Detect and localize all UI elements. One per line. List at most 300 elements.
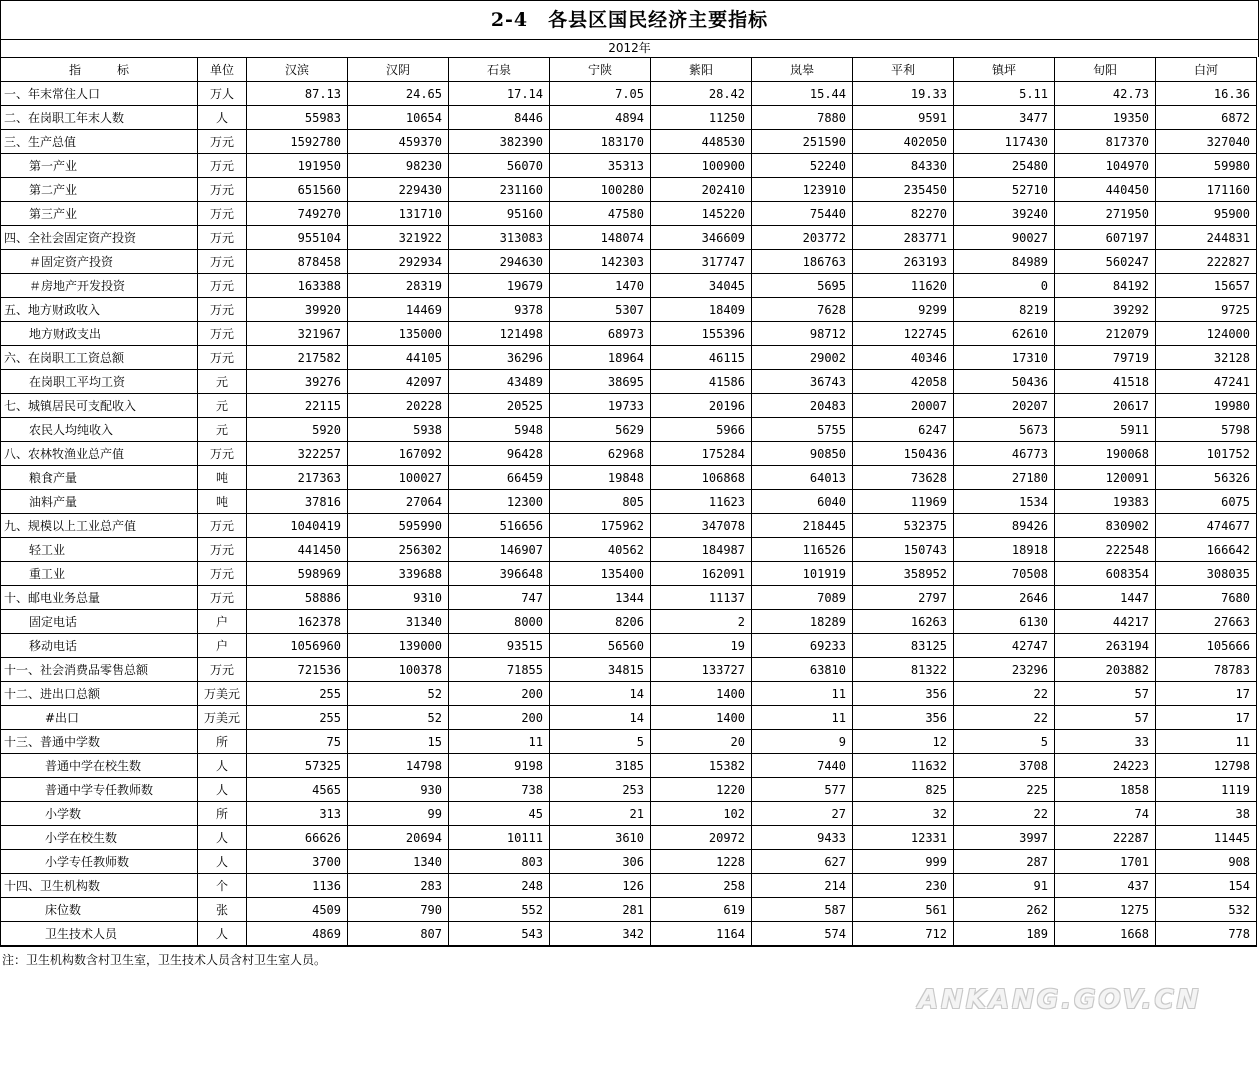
value-cell: 6075 bbox=[1156, 490, 1257, 514]
value-cell: 402050 bbox=[853, 130, 954, 154]
value-cell: 135000 bbox=[348, 322, 449, 346]
value-cell: 15657 bbox=[1156, 274, 1257, 298]
row-unit: 个 bbox=[198, 874, 247, 898]
value-cell: 878458 bbox=[247, 250, 348, 274]
table-row bbox=[1, 250, 1257, 274]
value-cell: 322257 bbox=[247, 442, 348, 466]
value-cell: 459370 bbox=[348, 130, 449, 154]
value-cell: 22 bbox=[954, 706, 1055, 730]
value-cell: 292934 bbox=[348, 250, 449, 274]
value-cell: 11250 bbox=[651, 106, 752, 130]
row-unit: 万元 bbox=[198, 178, 247, 202]
value-cell: 20972 bbox=[651, 826, 752, 850]
value-cell: 271950 bbox=[1055, 202, 1156, 226]
value-cell: 35313 bbox=[550, 154, 651, 178]
value-cell: 117430 bbox=[954, 130, 1055, 154]
value-cell: 162091 bbox=[651, 562, 752, 586]
value-cell: 12 bbox=[853, 730, 954, 754]
value-cell: 5911 bbox=[1055, 418, 1156, 442]
value-cell: 71855 bbox=[449, 658, 550, 682]
value-cell: 3997 bbox=[954, 826, 1055, 850]
value-cell: 1164 bbox=[651, 922, 752, 947]
value-cell: 1220 bbox=[651, 778, 752, 802]
value-cell: 3700 bbox=[247, 850, 348, 874]
value-cell: 577 bbox=[752, 778, 853, 802]
value-cell: 42097 bbox=[348, 370, 449, 394]
value-cell: 651560 bbox=[247, 178, 348, 202]
value-cell: 56326 bbox=[1156, 466, 1257, 490]
value-cell: 22 bbox=[954, 682, 1055, 706]
value-cell: 214 bbox=[752, 874, 853, 898]
row-label: 卫生技术人员 bbox=[1, 922, 198, 947]
row-unit: 万元 bbox=[198, 154, 247, 178]
value-cell: 595990 bbox=[348, 514, 449, 538]
value-cell: 57 bbox=[1055, 706, 1156, 730]
value-cell: 805 bbox=[550, 490, 651, 514]
value-cell: 619 bbox=[651, 898, 752, 922]
value-cell: 6247 bbox=[853, 418, 954, 442]
value-cell: 908 bbox=[1156, 850, 1257, 874]
value-cell: 448530 bbox=[651, 130, 752, 154]
row-label: 普通中学在校生数 bbox=[1, 754, 198, 778]
value-cell: 1447 bbox=[1055, 586, 1156, 610]
value-cell: 255 bbox=[247, 706, 348, 730]
value-cell: 98712 bbox=[752, 322, 853, 346]
table-row bbox=[1, 418, 1257, 442]
value-cell: 308035 bbox=[1156, 562, 1257, 586]
value-cell: 73628 bbox=[853, 466, 954, 490]
value-cell: 248 bbox=[449, 874, 550, 898]
value-cell: 120091 bbox=[1055, 466, 1156, 490]
value-cell: 281 bbox=[550, 898, 651, 922]
value-cell: 441450 bbox=[247, 538, 348, 562]
table-row bbox=[1, 538, 1257, 562]
row-unit: 万元 bbox=[198, 442, 247, 466]
value-cell: 82270 bbox=[853, 202, 954, 226]
row-unit: 人 bbox=[198, 850, 247, 874]
value-cell: 10111 bbox=[449, 826, 550, 850]
value-cell: 27 bbox=[752, 802, 853, 826]
value-cell: 44105 bbox=[348, 346, 449, 370]
value-cell: 124000 bbox=[1156, 322, 1257, 346]
row-unit: 户 bbox=[198, 634, 247, 658]
value-cell: 24.65 bbox=[348, 82, 449, 106]
value-cell: 69233 bbox=[752, 634, 853, 658]
value-cell: 203882 bbox=[1055, 658, 1156, 682]
value-cell: 45 bbox=[449, 802, 550, 826]
value-cell: 29002 bbox=[752, 346, 853, 370]
value-cell: 8446 bbox=[449, 106, 550, 130]
value-cell: 11969 bbox=[853, 490, 954, 514]
value-cell: 42058 bbox=[853, 370, 954, 394]
header-county: 白河 bbox=[1156, 58, 1257, 82]
value-cell: 11620 bbox=[853, 274, 954, 298]
value-cell: 5629 bbox=[550, 418, 651, 442]
value-cell: 5948 bbox=[449, 418, 550, 442]
value-cell: 131710 bbox=[348, 202, 449, 226]
value-cell: 3708 bbox=[954, 754, 1055, 778]
value-cell: 5695 bbox=[752, 274, 853, 298]
row-label: 第二产业 bbox=[1, 178, 198, 202]
value-cell: 287 bbox=[954, 850, 1055, 874]
value-cell: 41586 bbox=[651, 370, 752, 394]
row-label: 十一、社会消费品零售总额 bbox=[1, 658, 198, 682]
value-cell: 56560 bbox=[550, 634, 651, 658]
value-cell: 15 bbox=[348, 730, 449, 754]
value-cell: 19383 bbox=[1055, 490, 1156, 514]
table-row bbox=[1, 610, 1257, 634]
value-cell: 47241 bbox=[1156, 370, 1257, 394]
value-cell: 229430 bbox=[348, 178, 449, 202]
row-unit: 吨 bbox=[198, 466, 247, 490]
value-cell: 18918 bbox=[954, 538, 1055, 562]
value-cell: 235450 bbox=[853, 178, 954, 202]
value-cell: 4565 bbox=[247, 778, 348, 802]
row-unit: 万元 bbox=[198, 130, 247, 154]
table-row bbox=[1, 514, 1257, 538]
value-cell: 22 bbox=[954, 802, 1055, 826]
value-cell: 40346 bbox=[853, 346, 954, 370]
row-unit: 万元 bbox=[198, 226, 247, 250]
value-cell: 74 bbox=[1055, 802, 1156, 826]
row-unit: 万人 bbox=[198, 82, 247, 106]
value-cell: 532 bbox=[1156, 898, 1257, 922]
value-cell: 356 bbox=[853, 706, 954, 730]
value-cell: 17.14 bbox=[449, 82, 550, 106]
value-cell: 27663 bbox=[1156, 610, 1257, 634]
value-cell: 123910 bbox=[752, 178, 853, 202]
row-label: 九、规模以上工业总产值 bbox=[1, 514, 198, 538]
value-cell: 516656 bbox=[449, 514, 550, 538]
header-county: 岚皋 bbox=[752, 58, 853, 82]
row-unit: 人 bbox=[198, 778, 247, 802]
value-cell: 5798 bbox=[1156, 418, 1257, 442]
value-cell: 12300 bbox=[449, 490, 550, 514]
row-unit: 万元 bbox=[198, 538, 247, 562]
value-cell: 39240 bbox=[954, 202, 1055, 226]
value-cell: 313 bbox=[247, 802, 348, 826]
value-cell: 807 bbox=[348, 922, 449, 947]
value-cell: 217363 bbox=[247, 466, 348, 490]
value-cell: 66626 bbox=[247, 826, 348, 850]
value-cell: 18964 bbox=[550, 346, 651, 370]
footnote: 注：卫生机构数含村卫生室，卫生技术人员含村卫生室人员。 bbox=[2, 953, 327, 967]
header-county: 平利 bbox=[853, 58, 954, 82]
row-unit: 万元 bbox=[198, 346, 247, 370]
value-cell: 32 bbox=[853, 802, 954, 826]
value-cell: 5.11 bbox=[954, 82, 1055, 106]
value-cell: 231160 bbox=[449, 178, 550, 202]
value-cell: 52 bbox=[348, 706, 449, 730]
value-cell: 105666 bbox=[1156, 634, 1257, 658]
value-cell: 50436 bbox=[954, 370, 1055, 394]
year-label: 2012年 bbox=[0, 39, 1259, 57]
value-cell: 20617 bbox=[1055, 394, 1156, 418]
table-row bbox=[1, 130, 1257, 154]
value-cell: 7089 bbox=[752, 586, 853, 610]
row-unit: 人 bbox=[198, 922, 247, 947]
value-cell: 18289 bbox=[752, 610, 853, 634]
value-cell: 347078 bbox=[651, 514, 752, 538]
value-cell: 327040 bbox=[1156, 130, 1257, 154]
value-cell: 5966 bbox=[651, 418, 752, 442]
value-cell: 79719 bbox=[1055, 346, 1156, 370]
value-cell: 5755 bbox=[752, 418, 853, 442]
table-row bbox=[1, 562, 1257, 586]
value-cell: 175962 bbox=[550, 514, 651, 538]
value-cell: 2 bbox=[651, 610, 752, 634]
value-cell: 9378 bbox=[449, 298, 550, 322]
value-cell: 255 bbox=[247, 682, 348, 706]
value-cell: 96428 bbox=[449, 442, 550, 466]
value-cell: 38 bbox=[1156, 802, 1257, 826]
value-cell: 9299 bbox=[853, 298, 954, 322]
value-cell: 84989 bbox=[954, 250, 1055, 274]
value-cell: 17 bbox=[1156, 682, 1257, 706]
row-unit: 万元 bbox=[198, 562, 247, 586]
value-cell: 84330 bbox=[853, 154, 954, 178]
row-unit: 万元 bbox=[198, 298, 247, 322]
value-cell: 1119 bbox=[1156, 778, 1257, 802]
value-cell: 17310 bbox=[954, 346, 1055, 370]
value-cell: 532375 bbox=[853, 514, 954, 538]
header-county: 镇坪 bbox=[954, 58, 1055, 82]
table-row bbox=[1, 202, 1257, 226]
value-cell: 162378 bbox=[247, 610, 348, 634]
value-cell: 738 bbox=[449, 778, 550, 802]
value-cell: 150436 bbox=[853, 442, 954, 466]
value-cell: 1534 bbox=[954, 490, 1055, 514]
value-cell: 7880 bbox=[752, 106, 853, 130]
value-cell: 14 bbox=[550, 706, 651, 730]
value-cell: 46773 bbox=[954, 442, 1055, 466]
row-label: 小学数 bbox=[1, 802, 198, 826]
value-cell: 21 bbox=[550, 802, 651, 826]
value-cell: 20694 bbox=[348, 826, 449, 850]
value-cell: 11137 bbox=[651, 586, 752, 610]
row-label: 第一产业 bbox=[1, 154, 198, 178]
value-cell: 262 bbox=[954, 898, 1055, 922]
value-cell: 191950 bbox=[247, 154, 348, 178]
table-row bbox=[1, 370, 1257, 394]
value-cell: 7440 bbox=[752, 754, 853, 778]
value-cell: 552 bbox=[449, 898, 550, 922]
row-unit: 吨 bbox=[198, 490, 247, 514]
value-cell: 64013 bbox=[752, 466, 853, 490]
value-cell: 203772 bbox=[752, 226, 853, 250]
value-cell: 98230 bbox=[348, 154, 449, 178]
value-cell: 100378 bbox=[348, 658, 449, 682]
header-county: 石泉 bbox=[449, 58, 550, 82]
value-cell: 155396 bbox=[651, 322, 752, 346]
value-cell: 133727 bbox=[651, 658, 752, 682]
value-cell: 1858 bbox=[1055, 778, 1156, 802]
value-cell: 167092 bbox=[348, 442, 449, 466]
value-cell: 803 bbox=[449, 850, 550, 874]
table-row bbox=[1, 298, 1257, 322]
value-cell: 16263 bbox=[853, 610, 954, 634]
value-cell: 62968 bbox=[550, 442, 651, 466]
value-cell: 20228 bbox=[348, 394, 449, 418]
value-cell: 68973 bbox=[550, 322, 651, 346]
value-cell: 202410 bbox=[651, 178, 752, 202]
value-cell: 39920 bbox=[247, 298, 348, 322]
row-unit: 万美元 bbox=[198, 706, 247, 730]
header-row bbox=[1, 58, 1257, 82]
row-unit: 万元 bbox=[198, 322, 247, 346]
value-cell: 101919 bbox=[752, 562, 853, 586]
value-cell: 83125 bbox=[853, 634, 954, 658]
table-row bbox=[1, 106, 1257, 130]
row-label: 一、年末常住人口 bbox=[1, 82, 198, 106]
value-cell: 825 bbox=[853, 778, 954, 802]
value-cell: 8206 bbox=[550, 610, 651, 634]
value-cell: 8219 bbox=[954, 298, 1055, 322]
header-unit: 单位 bbox=[198, 58, 247, 82]
value-cell: 41518 bbox=[1055, 370, 1156, 394]
value-cell: 9 bbox=[752, 730, 853, 754]
value-cell: 42747 bbox=[954, 634, 1055, 658]
value-cell: 930 bbox=[348, 778, 449, 802]
value-cell: 12331 bbox=[853, 826, 954, 850]
value-cell: 222548 bbox=[1055, 538, 1156, 562]
row-unit: 万元 bbox=[198, 274, 247, 298]
value-cell: 20483 bbox=[752, 394, 853, 418]
table-row bbox=[1, 154, 1257, 178]
value-cell: 89426 bbox=[954, 514, 1055, 538]
value-cell: 9198 bbox=[449, 754, 550, 778]
table-row bbox=[1, 850, 1257, 874]
table-row bbox=[1, 82, 1257, 106]
value-cell: 104970 bbox=[1055, 154, 1156, 178]
value-cell: 145220 bbox=[651, 202, 752, 226]
value-cell: 1275 bbox=[1055, 898, 1156, 922]
row-unit: 所 bbox=[198, 730, 247, 754]
value-cell: 1040419 bbox=[247, 514, 348, 538]
value-cell: 218445 bbox=[752, 514, 853, 538]
table-row bbox=[1, 394, 1257, 418]
value-cell: 70508 bbox=[954, 562, 1055, 586]
value-cell: 321922 bbox=[348, 226, 449, 250]
value-cell: 2646 bbox=[954, 586, 1055, 610]
value-cell: 5920 bbox=[247, 418, 348, 442]
value-cell: 2797 bbox=[853, 586, 954, 610]
value-cell: 95160 bbox=[449, 202, 550, 226]
value-cell: 1056960 bbox=[247, 634, 348, 658]
value-cell: 817370 bbox=[1055, 130, 1156, 154]
table-row bbox=[1, 778, 1257, 802]
value-cell: 339688 bbox=[348, 562, 449, 586]
value-cell: 283 bbox=[348, 874, 449, 898]
value-cell: 830902 bbox=[1055, 514, 1156, 538]
value-cell: 184987 bbox=[651, 538, 752, 562]
value-cell: 17 bbox=[1156, 706, 1257, 730]
value-cell: 22287 bbox=[1055, 826, 1156, 850]
row-label: #出口 bbox=[1, 706, 198, 730]
value-cell: 5938 bbox=[348, 418, 449, 442]
value-cell: 100027 bbox=[348, 466, 449, 490]
value-cell: 225 bbox=[954, 778, 1055, 802]
value-cell: 253 bbox=[550, 778, 651, 802]
row-label: 普通中学专任教师数 bbox=[1, 778, 198, 802]
value-cell: 396648 bbox=[449, 562, 550, 586]
row-label: 在岗职工平均工资 bbox=[1, 370, 198, 394]
value-cell: 574 bbox=[752, 922, 853, 947]
value-cell: 37816 bbox=[247, 490, 348, 514]
value-cell: 9725 bbox=[1156, 298, 1257, 322]
value-cell: 8000 bbox=[449, 610, 550, 634]
row-label: 粮食产量 bbox=[1, 466, 198, 490]
row-label: 十四、卫生机构数 bbox=[1, 874, 198, 898]
value-cell: 75 bbox=[247, 730, 348, 754]
value-cell: 561 bbox=[853, 898, 954, 922]
value-cell: 474677 bbox=[1156, 514, 1257, 538]
value-cell: 11 bbox=[752, 682, 853, 706]
value-cell: 39276 bbox=[247, 370, 348, 394]
row-label: 十二、进出口总额 bbox=[1, 682, 198, 706]
value-cell: 47580 bbox=[550, 202, 651, 226]
header-county: 汉阴 bbox=[348, 58, 449, 82]
row-label: 农民人均纯收入 bbox=[1, 418, 198, 442]
value-cell: 146907 bbox=[449, 538, 550, 562]
value-cell: 84192 bbox=[1055, 274, 1156, 298]
value-cell: 55983 bbox=[247, 106, 348, 130]
row-unit: 元 bbox=[198, 394, 247, 418]
row-label: 十三、普通中学数 bbox=[1, 730, 198, 754]
value-cell: 126 bbox=[550, 874, 651, 898]
value-cell: 1136 bbox=[247, 874, 348, 898]
value-cell: 222827 bbox=[1156, 250, 1257, 274]
table-row bbox=[1, 826, 1257, 850]
row-label: 床位数 bbox=[1, 898, 198, 922]
row-unit: 人 bbox=[198, 826, 247, 850]
value-cell: 106868 bbox=[651, 466, 752, 490]
row-label: 油料产量 bbox=[1, 490, 198, 514]
value-cell: 14 bbox=[550, 682, 651, 706]
value-cell: 34815 bbox=[550, 658, 651, 682]
value-cell: 256302 bbox=[348, 538, 449, 562]
table-row bbox=[1, 346, 1257, 370]
row-label: ＃房地产开发投资 bbox=[1, 274, 198, 298]
value-cell: 56070 bbox=[449, 154, 550, 178]
value-cell: 5673 bbox=[954, 418, 1055, 442]
value-cell: 18409 bbox=[651, 298, 752, 322]
table-row bbox=[1, 586, 1257, 610]
value-cell: 28319 bbox=[348, 274, 449, 298]
value-cell: 598969 bbox=[247, 562, 348, 586]
table-row bbox=[1, 634, 1257, 658]
table-title: 2-4 各县区国民经济主要指标 bbox=[0, 0, 1259, 39]
value-cell: 3477 bbox=[954, 106, 1055, 130]
value-cell: 1400 bbox=[651, 682, 752, 706]
value-cell: 25480 bbox=[954, 154, 1055, 178]
value-cell: 5 bbox=[550, 730, 651, 754]
value-cell: 183170 bbox=[550, 130, 651, 154]
value-cell: 1592780 bbox=[247, 130, 348, 154]
value-cell: 12798 bbox=[1156, 754, 1257, 778]
row-unit: 元 bbox=[198, 418, 247, 442]
value-cell: 58886 bbox=[247, 586, 348, 610]
value-cell: 52 bbox=[348, 682, 449, 706]
value-cell: 16.36 bbox=[1156, 82, 1257, 106]
value-cell: 11445 bbox=[1156, 826, 1257, 850]
value-cell: 15382 bbox=[651, 754, 752, 778]
value-cell: 38695 bbox=[550, 370, 651, 394]
value-cell: 6040 bbox=[752, 490, 853, 514]
table-row bbox=[1, 874, 1257, 898]
value-cell: 32128 bbox=[1156, 346, 1257, 370]
value-cell: 4869 bbox=[247, 922, 348, 947]
